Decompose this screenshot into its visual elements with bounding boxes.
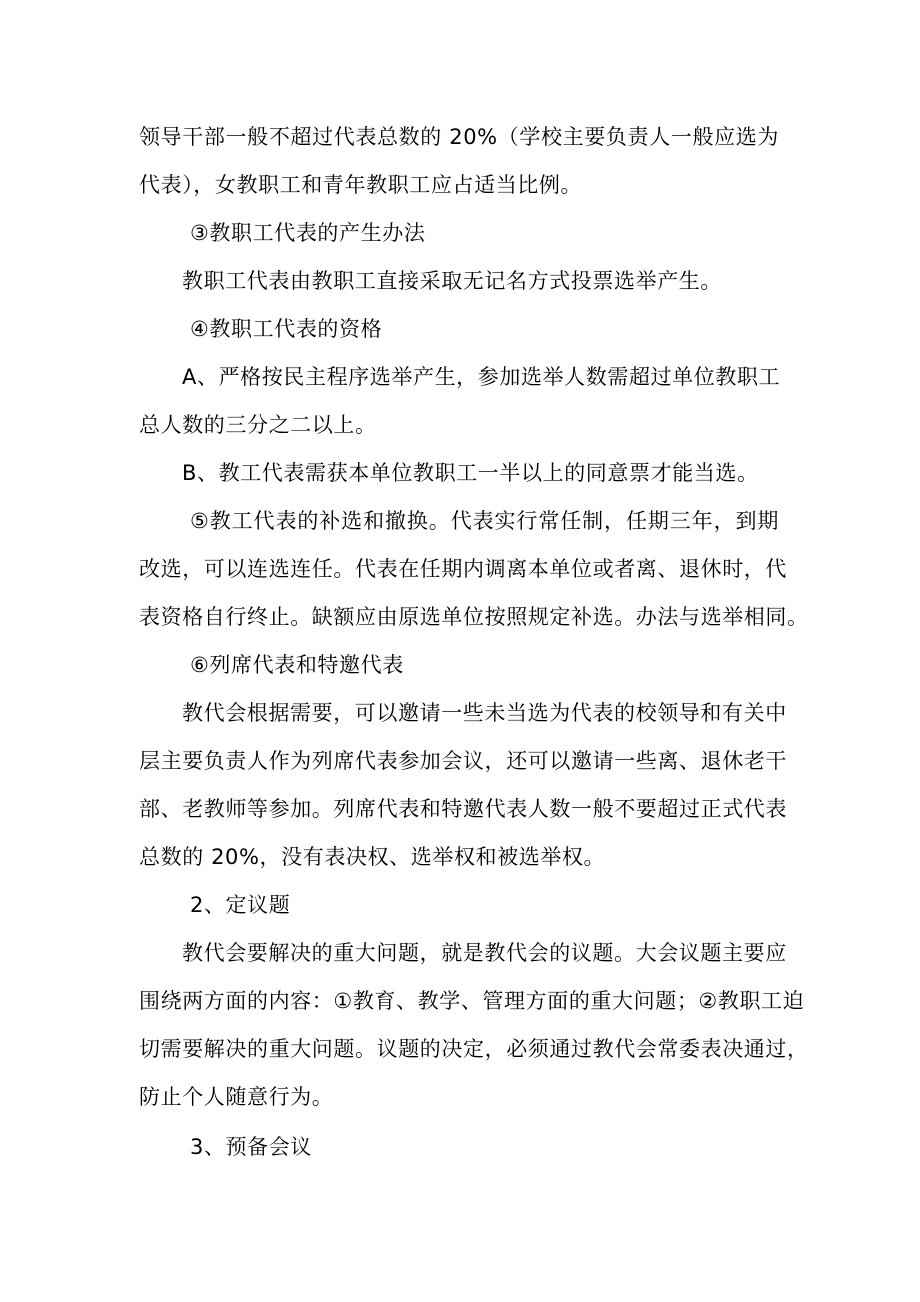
paragraph-line: 领导干部一般不超过代表总数的 20%（学校主要负责人一般应选为 [139,125,779,149]
paragraph-line: 教代会要解决的重大问题，就是教代会的议题。大会议题主要应 [182,941,787,965]
section-heading: ④教职工代表的资格 [190,317,383,341]
section-heading: ⑥列席代表和特邀代表 [190,653,404,677]
paragraph-line: A、严格按民主程序选举产生，参加选举人数需超过单位教职工 [182,365,781,389]
paragraph-line: 教职工代表由教职工直接采取无记名方式投票选举产生。 [182,269,722,293]
paragraph-line: 表资格自行终止。缺额应由原选单位按照规定补选。办法与选举相同。 [139,605,809,629]
section-heading: ③教职工代表的产生办法 [190,221,426,245]
paragraph-line: 总人数的三分之二以上。 [139,413,377,437]
paragraph-line: B、教工代表需获本单位教职工一半以上的同意票才能当选。 [182,461,759,485]
paragraph-line: 教代会根据需要，可以邀请一些未当选为代表的校领导和有关中 [182,701,787,725]
paragraph-line: 围绕两方面的内容：①教育、教学、管理方面的重大问题；②教职工迫 [139,989,805,1013]
paragraph-line: 总数的 20%，没有表决权、选举权和被选举权。 [139,845,606,869]
section-heading: 3、预备会议 [190,1135,312,1159]
paragraph-line: 代表），女教职工和青年教职工应占适当比例。 [139,173,583,197]
paragraph-line: 改选，可以连选连任。代表在任期内调离本单位或者离、退休时，代 [139,557,787,581]
paragraph-line: 层主要负责人作为列席代表参加会议，还可以邀请一些离、退休老干 [139,749,787,773]
paragraph-line: 切需要解决的重大问题。议题的决定，必须通过教代会常委表决通过， [139,1037,809,1061]
paragraph-line: ⑤教工代表的补选和撤换。代表实行常任制，任期三年，到期 [190,509,779,533]
paragraph-line: 防止个人随意行为。 [139,1085,334,1109]
section-heading: 2、定议题 [190,893,291,917]
paragraph-line: 部、老教师等参加。列席代表和特邀代表人数一般不要超过正式代表 [139,797,787,821]
